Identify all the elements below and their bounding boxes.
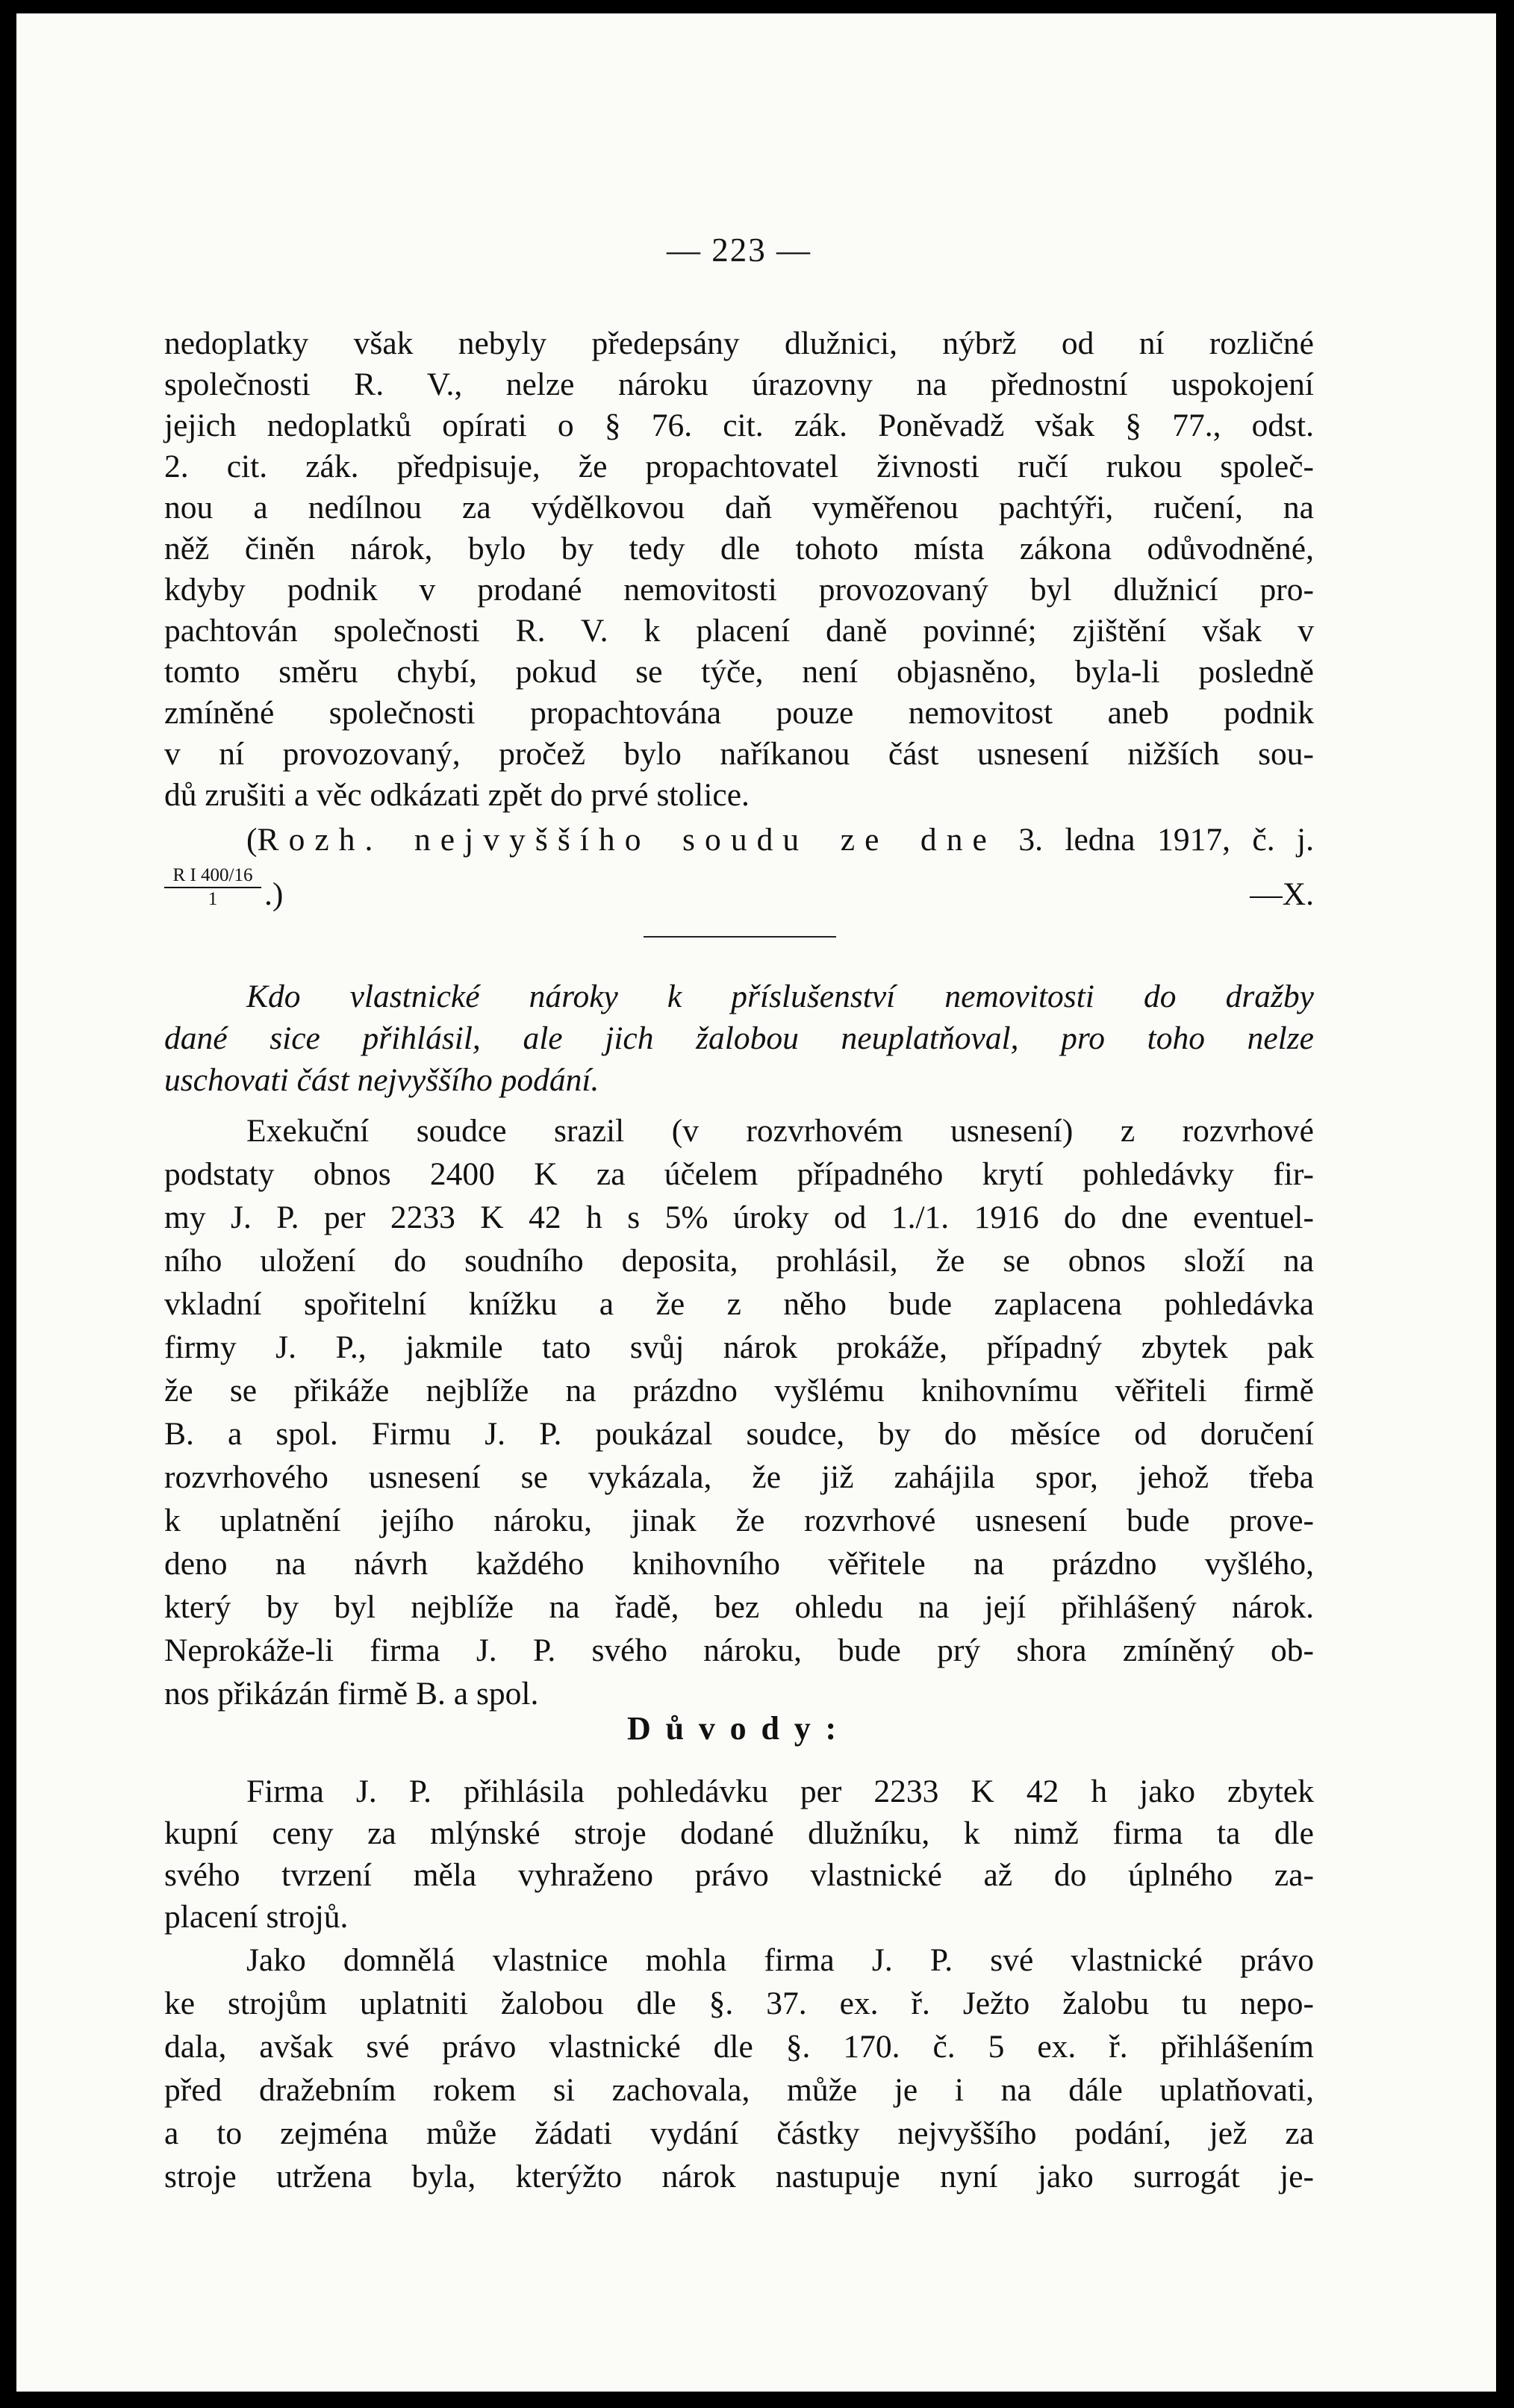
scanned-page xyxy=(16,13,1496,2392)
headnote-line: uschovati část nejvyššího podání. xyxy=(164,1062,599,1098)
text-line: podstaty obnos 2400 K za účelem případného krytí pohledávky fir- xyxy=(164,1156,1314,1192)
text-line: Jako domnělá vlastnice mohla firma J. P. své vlastnické právo xyxy=(246,1942,1314,1978)
fraction-numerator: R I 400/16 xyxy=(164,864,261,888)
text-line: my J. P. per 2233 K 42 h s 5% úroky od 1./1. 1916 do dne eventuel- xyxy=(164,1200,1314,1235)
text-line: Firma J. P. přihlásila pohledávku per 2233 K 42 h jako zbytek xyxy=(246,1774,1314,1809)
headnote-line: dané sice přihlásil, ale jich žalobou neuplatňoval, pro toho nelze xyxy=(164,1020,1314,1056)
text-line: rozvrhového usnesení se vykázala, že již zahájila spor, jehož třeba xyxy=(164,1459,1314,1495)
citation-close: .) xyxy=(264,876,284,912)
text-line: Neprokáže-li firma J. P. svého nároku, bude prý shora zmíněný ob- xyxy=(164,1632,1314,1668)
section-divider xyxy=(644,936,836,938)
text-line: pachtován společnosti R. V. k placení daně povinné; zjištění však v xyxy=(164,613,1314,649)
text-line: před dražebním rokem si zachovala, může je i na dále uplatňovati, xyxy=(164,2072,1314,2108)
section-heading: Důvody: xyxy=(627,1710,851,1747)
text-line: který by byl nejblíže na řadě, bez ohledu na její přihlášený nárok. xyxy=(164,1589,1314,1625)
text-line: kupní ceny za mlýnské stroje dodané dlužníku, k nimž firma ta dle xyxy=(164,1815,1314,1851)
text-line: tomto směru chybí, pokud se týče, není objasněno, byla-li posledně xyxy=(164,654,1314,690)
text-line: Exekuční soudce srazil (v rozvrhovém usnesení) z rozvrhové xyxy=(246,1113,1314,1149)
text-line: dů zrušiti a věc odkázati zpět do prvé stolice. xyxy=(164,777,750,813)
text-line: vkladní spořitelní knížku a že z něho bude zaplacena pohledávka xyxy=(164,1286,1314,1322)
text-line: že se přikáže nejblíže na prázdno vyšlému knihovnímu věřiteli firmě xyxy=(164,1373,1314,1409)
text-line: stroje utržena byla, kterýžto nárok nastupuje nyní jako surrogát je- xyxy=(164,2159,1314,2195)
text-line: firmy J. P., jakmile tato svůj nárok prokáže, případný zbytek pak xyxy=(164,1329,1314,1365)
text-line: B. a spol. Firmu J. P. poukázal soudce, by do měsíce od doručení xyxy=(164,1416,1314,1452)
citation-open: ( xyxy=(246,822,258,858)
text-line: deno na návrh každého knihovního věřitele na prázdno vyšlého, xyxy=(164,1546,1314,1582)
text-line: ke strojům uplatniti žalobou dle §. 37. ex. ř. Ježto žalobu tu nepo- xyxy=(164,1986,1314,2021)
text-line: společnosti R. V., nelze nároku úrazovny na přednostní uspokojení xyxy=(164,366,1314,402)
text-line: nedoplatky však nebyly předepsány dlužnici, nýbrž od ní rozličné xyxy=(164,325,1314,361)
reference-fraction xyxy=(164,864,261,911)
headnote-line: Kdo vlastnické nároky k příslušenství nemovitosti do dražby xyxy=(246,979,1314,1014)
text-line: jejich nedoplatků opírati o § 76. cit. zák. Poněvadž však § 77., odst. xyxy=(164,408,1314,443)
text-line: k uplatnění jejího nároku, jinak že rozvrhové usnesení bude prove- xyxy=(164,1503,1314,1538)
text-line: placení strojů. xyxy=(164,1899,349,1935)
citation-date: 3. ledna 1917, č. j. xyxy=(996,822,1314,858)
text-line: 2. cit. zák. předpisuje, že propachtovatel živnosti ručí rukou společ- xyxy=(164,449,1314,484)
text-line: ního uložení do soudního deposita, prohlásil, že se obnos složí na xyxy=(164,1243,1314,1279)
text-line: něž činěn nárok, bylo by tedy dle tohoto místa zákona odůvodněné, xyxy=(164,531,1314,567)
text-line: svého tvrzení měla vyhraženo právo vlastnické až do úplného za- xyxy=(164,1857,1314,1893)
fraction-denominator: 1 xyxy=(208,889,218,909)
text-line: dala, avšak své právo vlastnické dle §. 170. č. 5 ex. ř. přihlášením xyxy=(164,2029,1314,2065)
text-line: kdyby podnik v prodané nemovitosti provozovaný byl dlužnicí pro- xyxy=(164,572,1314,608)
text-line: nos přikázán firmě B. a spol. xyxy=(164,1676,539,1712)
text-line: zmíněné společnosti propachtována pouze nemovitost aneb podnik xyxy=(164,695,1314,731)
citation-court: Rozh. nejvyššího soudu ze dne xyxy=(257,822,997,858)
text-line: nou a nedílnou za výdělkovou daň vyměřenou pachtýři, ručení, na xyxy=(164,490,1314,525)
text-line: a to zejména může žádati vydání částky nejvyššího podání, jež za xyxy=(164,2115,1314,2151)
signature: —X. xyxy=(1250,876,1314,912)
text-line: v ní provozovaný, pročež bylo naříkanou část usnesení nižších sou- xyxy=(164,736,1314,772)
page-number: — 223 — xyxy=(667,231,811,269)
citation-line xyxy=(246,817,1314,862)
